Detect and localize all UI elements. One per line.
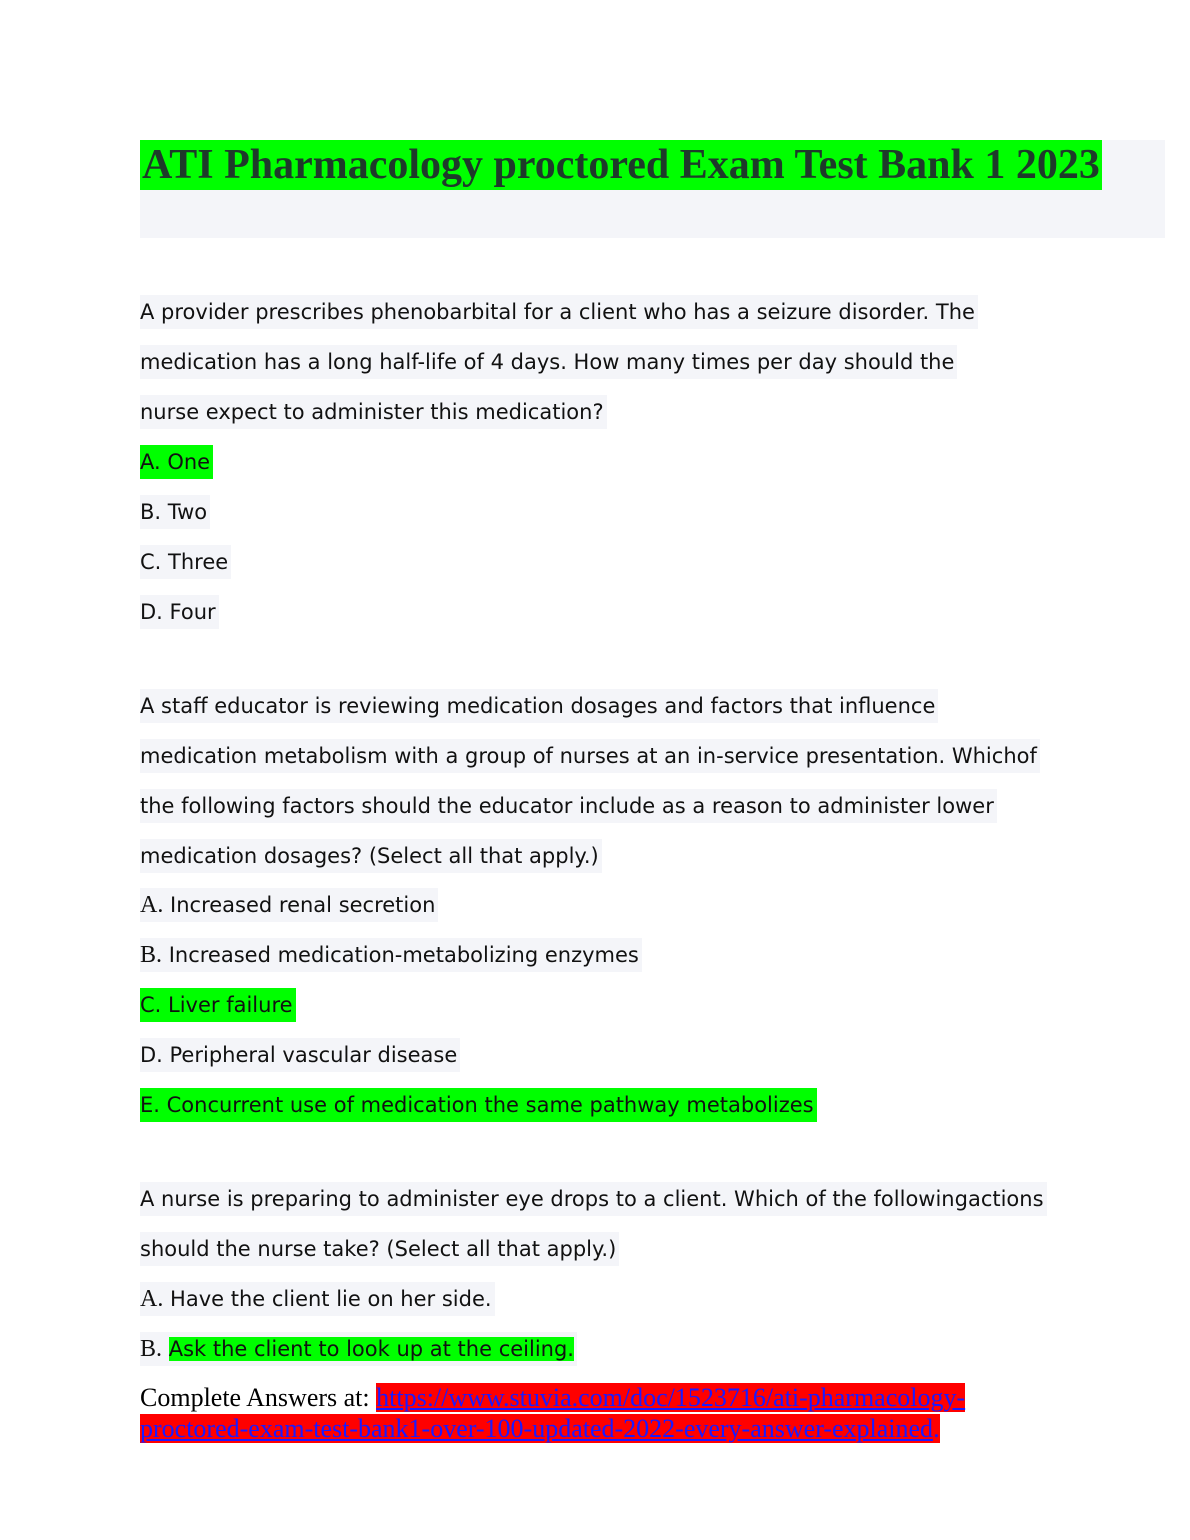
question-1-option-c: C. Three — [140, 545, 231, 579]
option-text: Have the client lie on her side. — [170, 1287, 492, 1311]
question-1-option-a-correct: A. One — [140, 445, 213, 479]
footer-label: Complete Answers at: — [140, 1383, 370, 1412]
question-1-option-b: B. Two — [140, 495, 210, 529]
question-2-stem-line-2: medication metabolism with a group of nurses at an in-service presentation. Whichof — [140, 739, 1040, 773]
question-2-option-a — [140, 888, 438, 922]
complete-answers-footer — [140, 1382, 1040, 1444]
question-2-option-c-correct: C. Liver failure — [140, 988, 296, 1022]
question-1-stem-line-2: medication has a long half-life of 4 days. How many times per day should the — [140, 345, 957, 379]
question-2-stem-line-1: A staff educator is reviewing medication dosages and factors that influence — [140, 689, 938, 723]
option-text-correct: Ask the client to look up at the ceiling. — [168, 1337, 574, 1361]
question-3-option-a — [140, 1282, 495, 1316]
question-3-stem-line-2: should the nurse take? (Select all that apply.) — [140, 1232, 619, 1266]
question-2-stem-line-4: medication dosages? (Select all that apply.) — [140, 839, 602, 873]
question-2-option-e-correct: E. Concurrent use of medication the same pathway metabolizes — [140, 1088, 817, 1122]
question-2-option-d: D. Peripheral vascular disease — [140, 1038, 460, 1072]
option-text: Increased renal secretion — [170, 893, 436, 917]
option-letter: A. — [140, 1286, 164, 1312]
question-3-stem-line-1: A nurse is preparing to administer eye drops to a client. Which of the followingactions — [140, 1182, 1047, 1216]
question-3-option-b — [140, 1332, 577, 1366]
answers-link-line-1: https://www.stuvia.com/doc/1523716/ati-pharmacology- — [376, 1383, 966, 1412]
page-title: ATI Pharmacology proctored Exam Test Bank 1 2023 — [142, 142, 1100, 188]
option-letter: B. — [140, 942, 163, 968]
question-2-option-b — [140, 938, 642, 972]
question-2-stem-line-3: the following factors should the educator include as a reason to administer lower — [140, 789, 997, 823]
question-1-stem-line-1: A provider prescribes phenobarbital for a client who has a seizure disorder. The — [140, 295, 978, 329]
question-1-stem-line-3: nurse expect to administer this medication? — [140, 395, 607, 429]
option-text: Increased medication-metabolizing enzymes — [168, 943, 639, 967]
answers-link-line-2: proctored-exam-test-bank1-over-100-updated-2022-every-answer-explained — [140, 1414, 934, 1443]
answers-link-period: . — [933, 1414, 940, 1443]
question-1-option-d: D. Four — [140, 595, 219, 629]
option-letter: B. — [140, 1336, 163, 1362]
option-letter: A. — [140, 892, 164, 918]
